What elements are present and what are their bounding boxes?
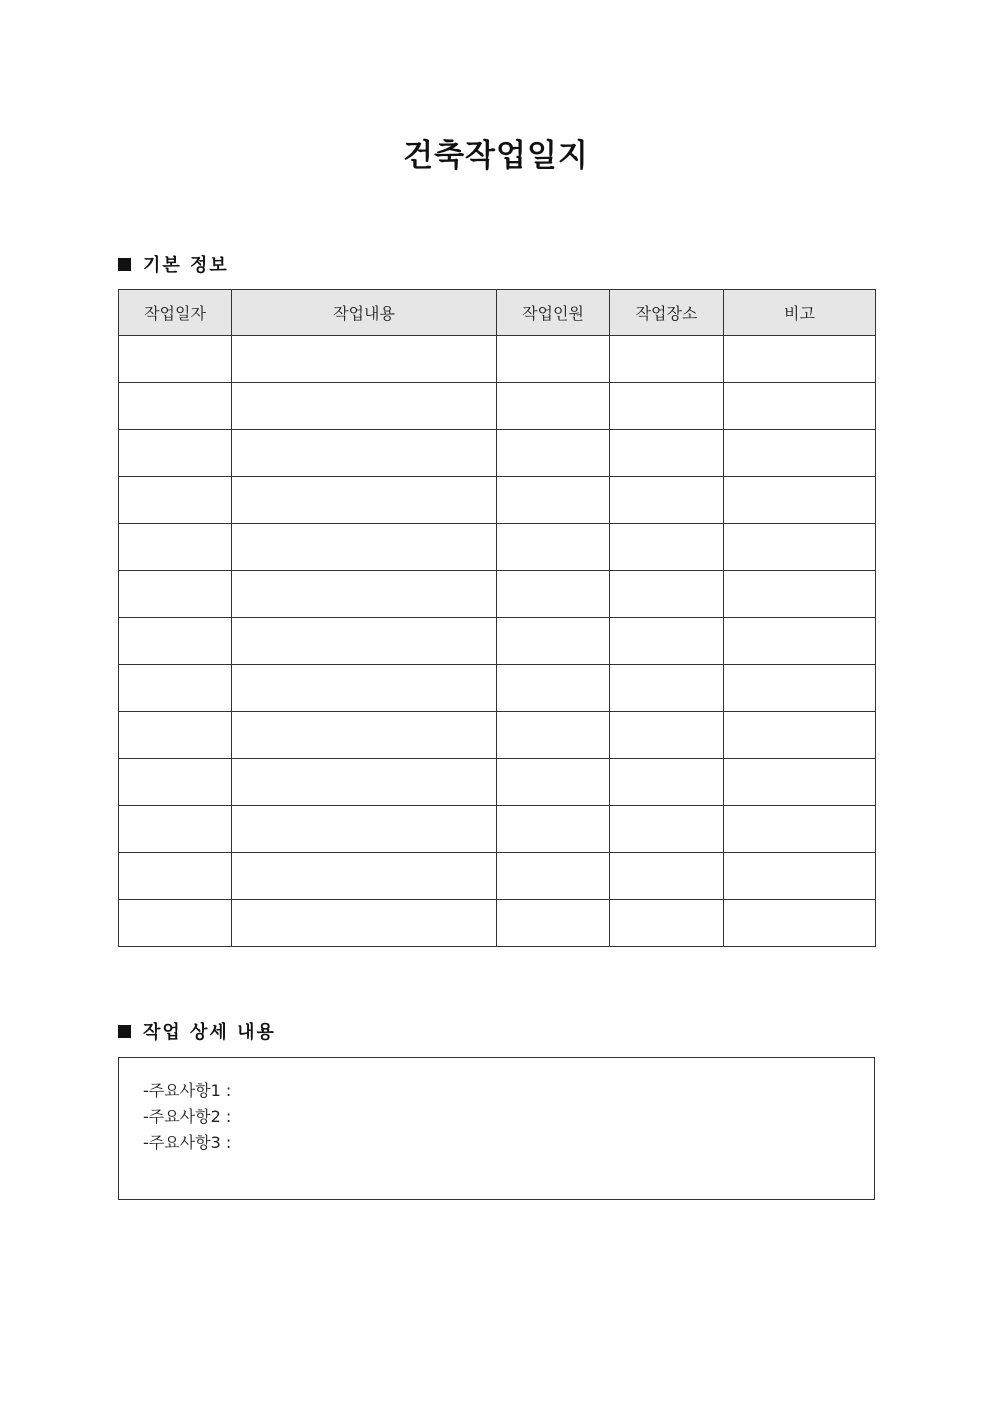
cell-work-location[interactable]	[610, 853, 724, 900]
cell-work-date[interactable]	[119, 571, 232, 618]
basic-info-heading	[118, 250, 229, 278]
cell-remarks[interactable]	[724, 383, 876, 430]
table-row	[119, 900, 876, 947]
cell-work-content[interactable]	[232, 336, 497, 383]
cell-work-location[interactable]	[610, 665, 724, 712]
cell-work-content[interactable]	[232, 571, 497, 618]
details-list	[119, 1058, 874, 1156]
cell-work-location[interactable]	[610, 524, 724, 571]
table-row	[119, 618, 876, 665]
cell-remarks[interactable]	[724, 336, 876, 383]
table-row	[119, 430, 876, 477]
cell-work-content[interactable]	[232, 430, 497, 477]
cell-workers[interactable]	[497, 806, 610, 853]
detail-item-1: -주요사항1 :	[143, 1081, 232, 1100]
table-row	[119, 524, 876, 571]
cell-remarks[interactable]	[724, 712, 876, 759]
cell-work-content[interactable]	[232, 383, 497, 430]
table-row	[119, 853, 876, 900]
cell-workers[interactable]	[497, 900, 610, 947]
detail-item-3: -주요사항3 :	[143, 1133, 232, 1152]
cell-work-date[interactable]	[119, 336, 232, 383]
cell-remarks[interactable]	[724, 665, 876, 712]
cell-work-location[interactable]	[610, 759, 724, 806]
header-work-location: 작업장소	[610, 290, 724, 336]
cell-work-location[interactable]	[610, 900, 724, 947]
cell-remarks[interactable]	[724, 571, 876, 618]
details-box[interactable]	[118, 1057, 875, 1200]
cell-work-location[interactable]	[610, 477, 724, 524]
cell-workers[interactable]	[497, 383, 610, 430]
work-log-table	[118, 289, 876, 947]
cell-work-content[interactable]	[232, 806, 497, 853]
table-row	[119, 665, 876, 712]
cell-work-content[interactable]	[232, 853, 497, 900]
cell-work-content[interactable]	[232, 618, 497, 665]
cell-work-date[interactable]	[119, 665, 232, 712]
cell-workers[interactable]	[497, 618, 610, 665]
cell-remarks[interactable]	[724, 759, 876, 806]
cell-remarks[interactable]	[724, 477, 876, 524]
cell-work-location[interactable]	[610, 712, 724, 759]
basic-info-heading-label: 기본 정보	[143, 255, 229, 276]
cell-work-content[interactable]	[232, 900, 497, 947]
cell-work-date[interactable]	[119, 383, 232, 430]
cell-work-date[interactable]	[119, 806, 232, 853]
cell-work-content[interactable]	[232, 524, 497, 571]
cell-workers[interactable]	[497, 759, 610, 806]
cell-workers[interactable]	[497, 712, 610, 759]
cell-workers[interactable]	[497, 665, 610, 712]
cell-remarks[interactable]	[724, 618, 876, 665]
cell-work-date[interactable]	[119, 759, 232, 806]
cell-remarks[interactable]	[724, 524, 876, 571]
table-row	[119, 759, 876, 806]
cell-work-date[interactable]	[119, 477, 232, 524]
cell-remarks[interactable]	[724, 806, 876, 853]
cell-work-location[interactable]	[610, 618, 724, 665]
cell-workers[interactable]	[497, 524, 610, 571]
cell-work-content[interactable]	[232, 759, 497, 806]
details-heading-label: 작업 상세 내용	[143, 1022, 276, 1043]
cell-workers[interactable]	[497, 853, 610, 900]
table-row	[119, 806, 876, 853]
table-row	[119, 477, 876, 524]
cell-work-date[interactable]	[119, 524, 232, 571]
table-row	[119, 383, 876, 430]
square-bullet-icon	[118, 1025, 131, 1038]
cell-work-date[interactable]	[119, 853, 232, 900]
cell-remarks[interactable]	[724, 853, 876, 900]
square-bullet-icon	[118, 258, 131, 271]
cell-workers[interactable]	[497, 336, 610, 383]
cell-remarks[interactable]	[724, 900, 876, 947]
header-workers: 작업인원	[497, 290, 610, 336]
cell-workers[interactable]	[497, 571, 610, 618]
cell-work-content[interactable]	[232, 712, 497, 759]
cell-work-date[interactable]	[119, 712, 232, 759]
cell-work-location[interactable]	[610, 383, 724, 430]
cell-work-date[interactable]	[119, 430, 232, 477]
header-work-content: 작업내용	[232, 290, 497, 336]
cell-work-location[interactable]	[610, 806, 724, 853]
cell-work-location[interactable]	[610, 430, 724, 477]
table-row	[119, 336, 876, 383]
cell-work-location[interactable]	[610, 336, 724, 383]
page-title: 건축작업일지	[403, 138, 589, 174]
table-row	[119, 712, 876, 759]
table-header-row	[119, 290, 876, 336]
details-heading	[118, 1017, 276, 1045]
cell-work-date[interactable]	[119, 618, 232, 665]
cell-work-date[interactable]	[119, 900, 232, 947]
cell-work-content[interactable]	[232, 477, 497, 524]
cell-workers[interactable]	[497, 430, 610, 477]
cell-remarks[interactable]	[724, 430, 876, 477]
detail-item-2: -주요사항2 :	[143, 1107, 232, 1126]
cell-work-content[interactable]	[232, 665, 497, 712]
cell-work-location[interactable]	[610, 571, 724, 618]
table-row	[119, 571, 876, 618]
header-remarks: 비고	[724, 290, 876, 336]
header-work-date: 작업일자	[119, 290, 232, 336]
cell-workers[interactable]	[497, 477, 610, 524]
